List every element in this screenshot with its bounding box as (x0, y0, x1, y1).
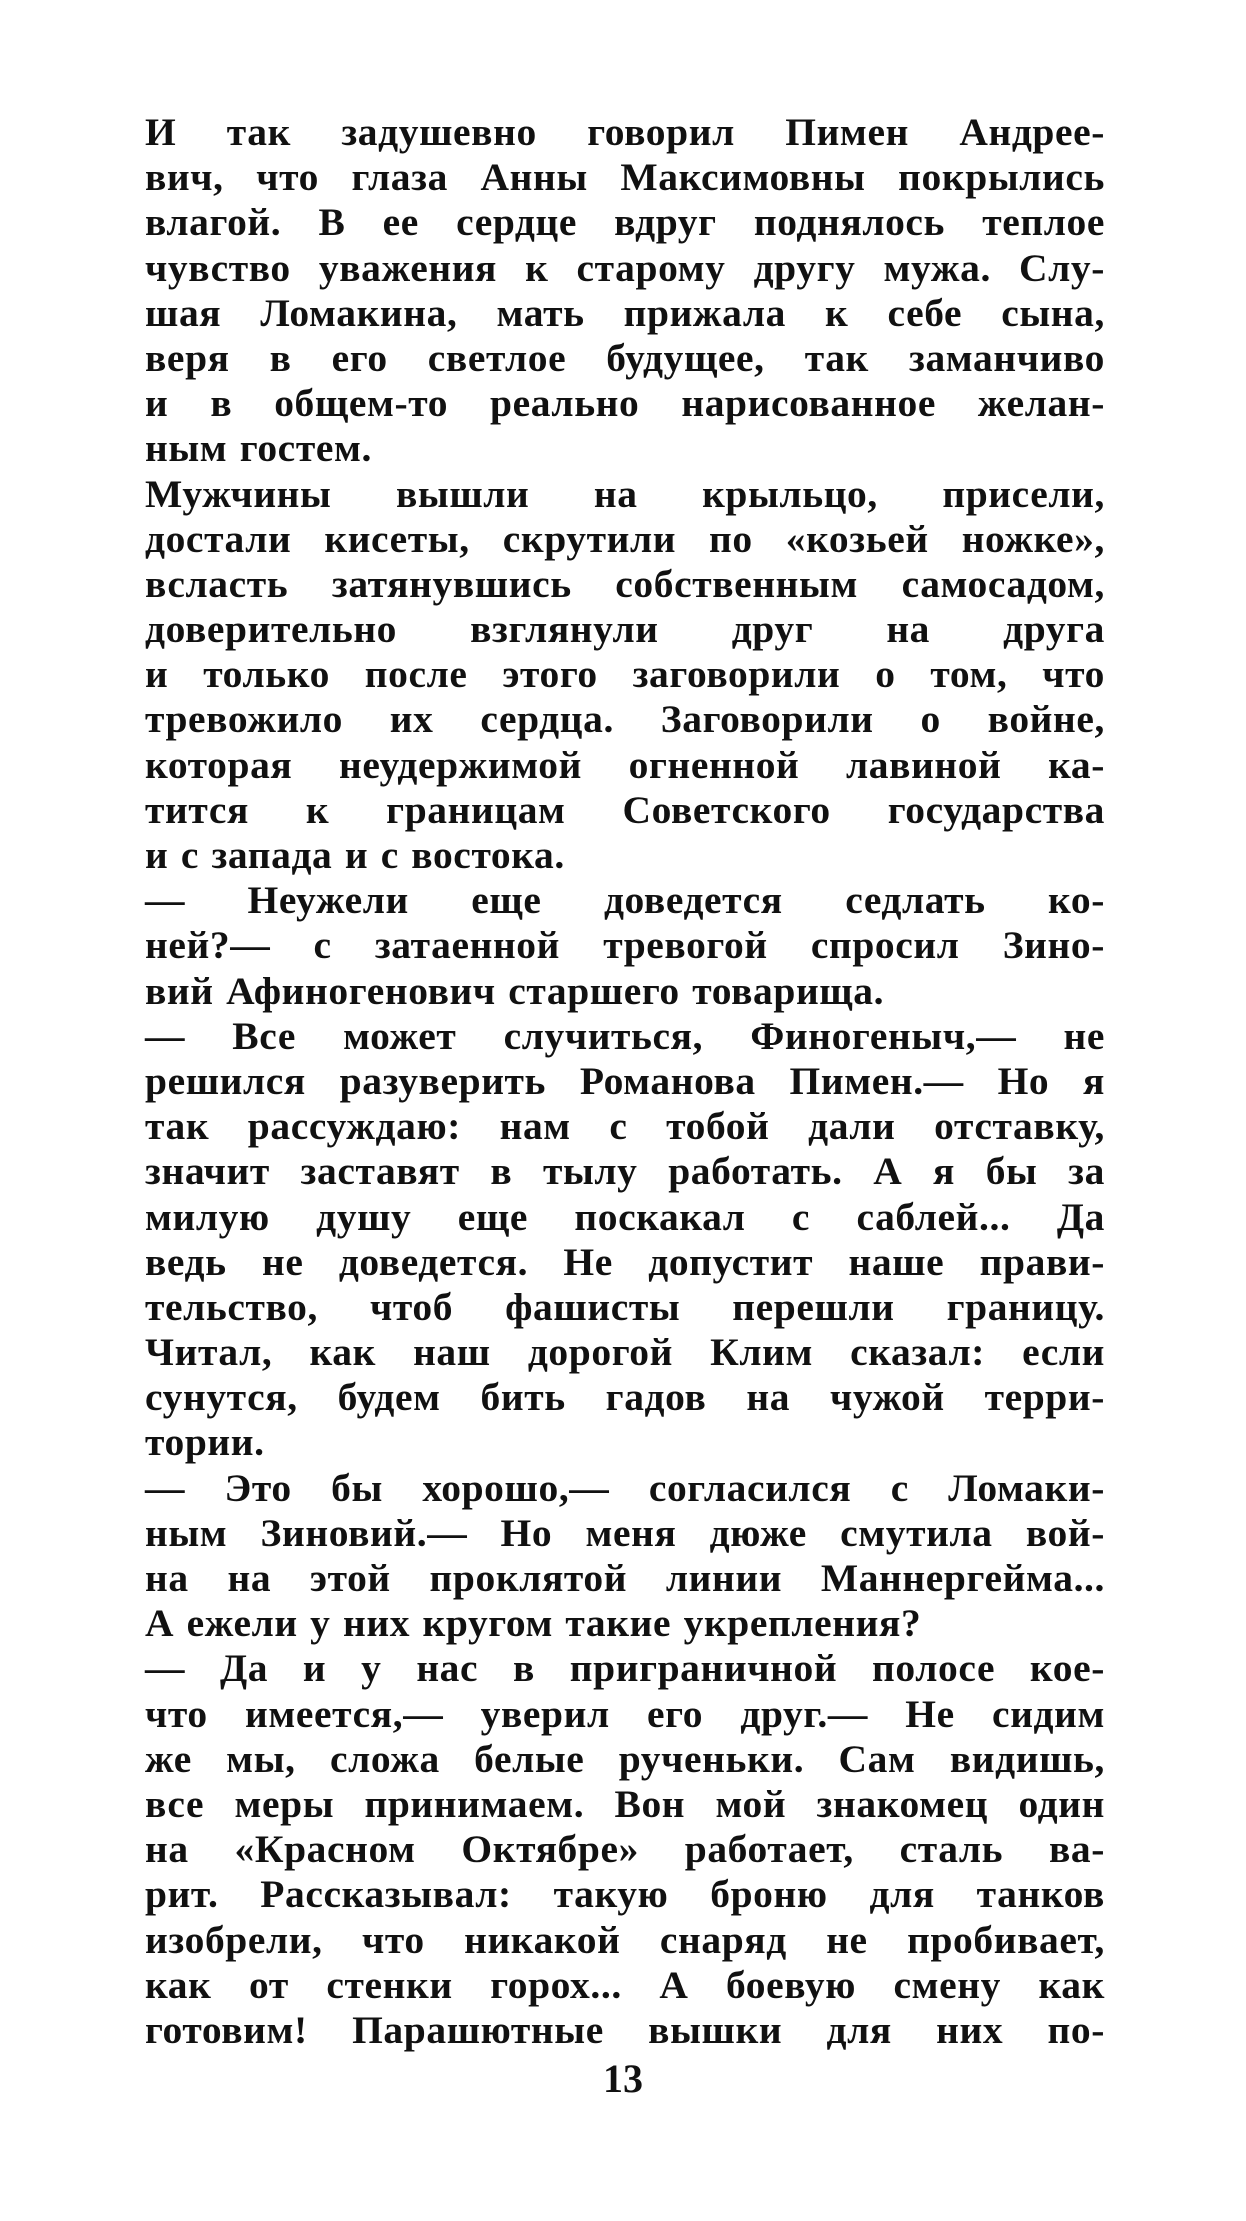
text-line: шая Ломакина, мать прижала к себе сына, (145, 290, 1105, 335)
text-line: ным гостем. (145, 426, 372, 471)
paragraph (145, 1646, 1105, 2053)
text-line: же мы, сложа белые рученьки. Сам видишь, (145, 1736, 1105, 1781)
text-line: веря в его светлое будущее, так заманчиво (145, 335, 1105, 380)
text-line: ведь не доведется. Не допустит наше прави- (145, 1239, 1105, 1284)
text-line: готовим! Парашютные вышки для них по- (145, 2007, 1105, 2052)
text-line: достали кисеты, скрутили по «козьей ножке», (145, 516, 1105, 561)
text-line: — Да и у нас в приграничной полосе кое- (145, 1646, 1105, 1691)
text-line: на «Красном Октябре» работает, сталь ва- (145, 1827, 1105, 1872)
text-line: вич, что глаза Анны Максимовны покрылись (145, 155, 1105, 200)
paragraph (145, 1466, 1105, 1647)
text-line: Читал, как наш дорогой Клим сказал: если (145, 1330, 1105, 1375)
paragraph (145, 878, 1105, 1014)
text-line: и с запада и с востока. (145, 833, 565, 877)
text-line: чувство уважения к старому другу мужа. Слу- (145, 245, 1105, 290)
text-line: что имеется,— уверил его друг.— Не сидим (145, 1691, 1105, 1736)
paragraph (145, 472, 1105, 879)
text-line: рит. Рассказывал: такую броню для танков (145, 1872, 1105, 1917)
text-line: Мужчины вышли на крыльцо, присели, (145, 471, 1105, 516)
text-line: доверительно взглянули друг на друга (145, 607, 1105, 652)
text-line: как от стенки горох... А боевую смену как (145, 1962, 1105, 2007)
text-line: и в общем-то реально нарисованное желан- (145, 381, 1105, 426)
text-line: А ежели у них кругом такие укрепления? (145, 1601, 922, 1646)
text-line: влагой. В ее сердце вдруг поднялось теплое (145, 200, 1105, 245)
text-line: ным Зиновий.— Но меня дюже смутила вой- (145, 1510, 1105, 1555)
text-line: вий Афиногенович старшего товарища. (145, 968, 885, 1013)
text-line: все меры принимаем. Вон мой знакомец один (145, 1781, 1105, 1826)
text-line: сунутся, будем бить гадов на чужой терри- (145, 1375, 1105, 1420)
body-text (145, 110, 1105, 2053)
text-line: милую душу еще поскакал с саблей... Да (145, 1194, 1105, 1239)
text-line: — Это бы хорошо,— согласился с Ломаки- (145, 1465, 1105, 1510)
text-line: тится к границам Советского государства (145, 787, 1105, 832)
text-line: на на этой проклятой линии Маннергейма... (145, 1556, 1105, 1600)
text-line: и только после этого заговорили о том, что (145, 652, 1105, 697)
text-line: тревожило их сердца. Заговорили о войне, (145, 697, 1105, 742)
text-line: — Неужели еще доведется седлать ко- (145, 878, 1105, 923)
paragraph (145, 1014, 1105, 1466)
text-line: изобрели, что никакой снаряд не пробивает, (145, 1917, 1105, 1962)
text-line: значит заставят в тылу работать. А я бы за (145, 1149, 1105, 1194)
text-line: ней?— с затаенной тревогой спросил Зино- (145, 923, 1105, 968)
text-line: всласть затянувшись собственным самосадом, (145, 561, 1105, 606)
text-line: которая неудержимой огненной лавиной ка- (145, 742, 1105, 787)
text-line: так рассуждаю: нам с тобой дали отставку, (145, 1104, 1105, 1149)
text-line: решился разуверить Романова Пимен.— Но я (145, 1058, 1105, 1103)
text-line: тории. (145, 1420, 265, 1465)
page-number: 13 (603, 2056, 643, 2101)
paragraph (145, 110, 1105, 472)
text-line: И так задушевно говорил Пимен Андрее- (145, 110, 1105, 154)
text-line: тельство, чтоб фашисты перешли границу. (145, 1284, 1105, 1329)
text-line: — Все может случиться, Финогеныч,— не (145, 1013, 1105, 1058)
